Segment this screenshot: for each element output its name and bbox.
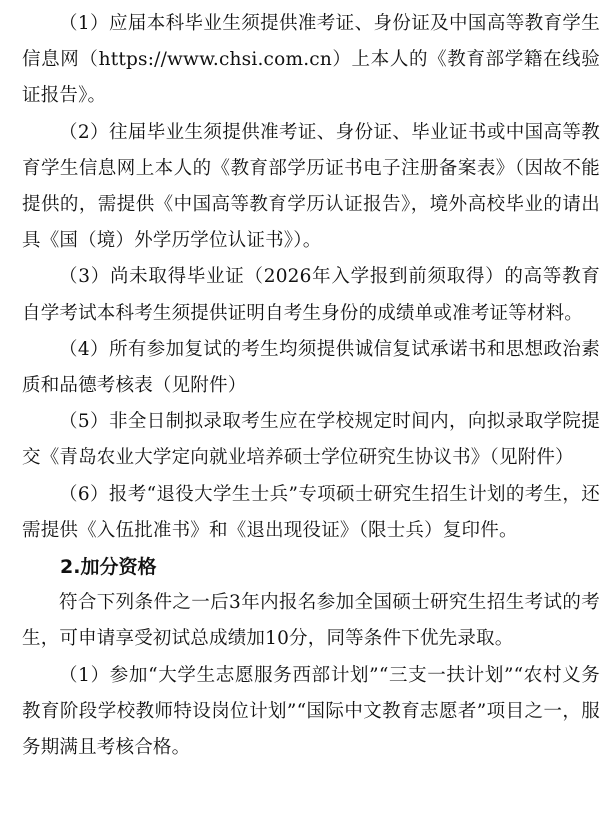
requirement-paragraph-4: （4）所有参加复试的考生均须提供诚信复试承诺书和思想政治素质和品德考核表（见附件）	[22, 338, 600, 397]
bonus-intro-paragraph: 符合下列条件之一后3年内报名参加全国硕士研究生招生考试的考生，可申请享受初试总成绩加10分，同等条件下优先录取。	[22, 592, 600, 650]
requirement-paragraph-1: （1）应届本科毕业生须提供准考证、身份证及中国高等教育学生信息网（https://www.chsi.com.cn）上本人的《教育部学籍在线验证报告》。	[22, 13, 600, 107]
section-heading: 2.加分资格	[60, 556, 157, 579]
bonus-item-paragraph-1: （1）参加“大学生志愿服务西部计划”“三支一扶计划”“农村义务教育阶段学校教师特设岗位计划”“国际中文教育志愿者”项目之一，服务期满且考核合格。	[22, 664, 600, 759]
requirement-paragraph-3: （3）尚未取得毕业证（2026年入学报到前须取得）的高等教育自学考试本科考生须提供证明自考生身份的成绩单或准考证等材料。	[22, 266, 600, 324]
requirement-paragraph-2: （2）往届毕业生须提供准考证、身份证、毕业证书或中国高等教育学生信息网上本人的《教育部学历证书电子注册备案表》（因故不能提供的，需提供《中国高等教育学历认证报告》，境外高校毕业的请出具《国（境）外学历学位认证书》）。	[22, 121, 600, 252]
requirement-paragraph-6: （6）报考“退役大学生士兵”专项硕士研究生招生计划的考生，还需提供《入伍批准书》和《退出现役证》（限士兵）复印件。	[22, 483, 600, 541]
requirement-paragraph-5: （5）非全日制拟录取考生应在学校规定时间内，向拟录取学院提交《青岛农业大学定向就业培养硕士学位研究生协议书》（见附件）	[22, 411, 600, 469]
